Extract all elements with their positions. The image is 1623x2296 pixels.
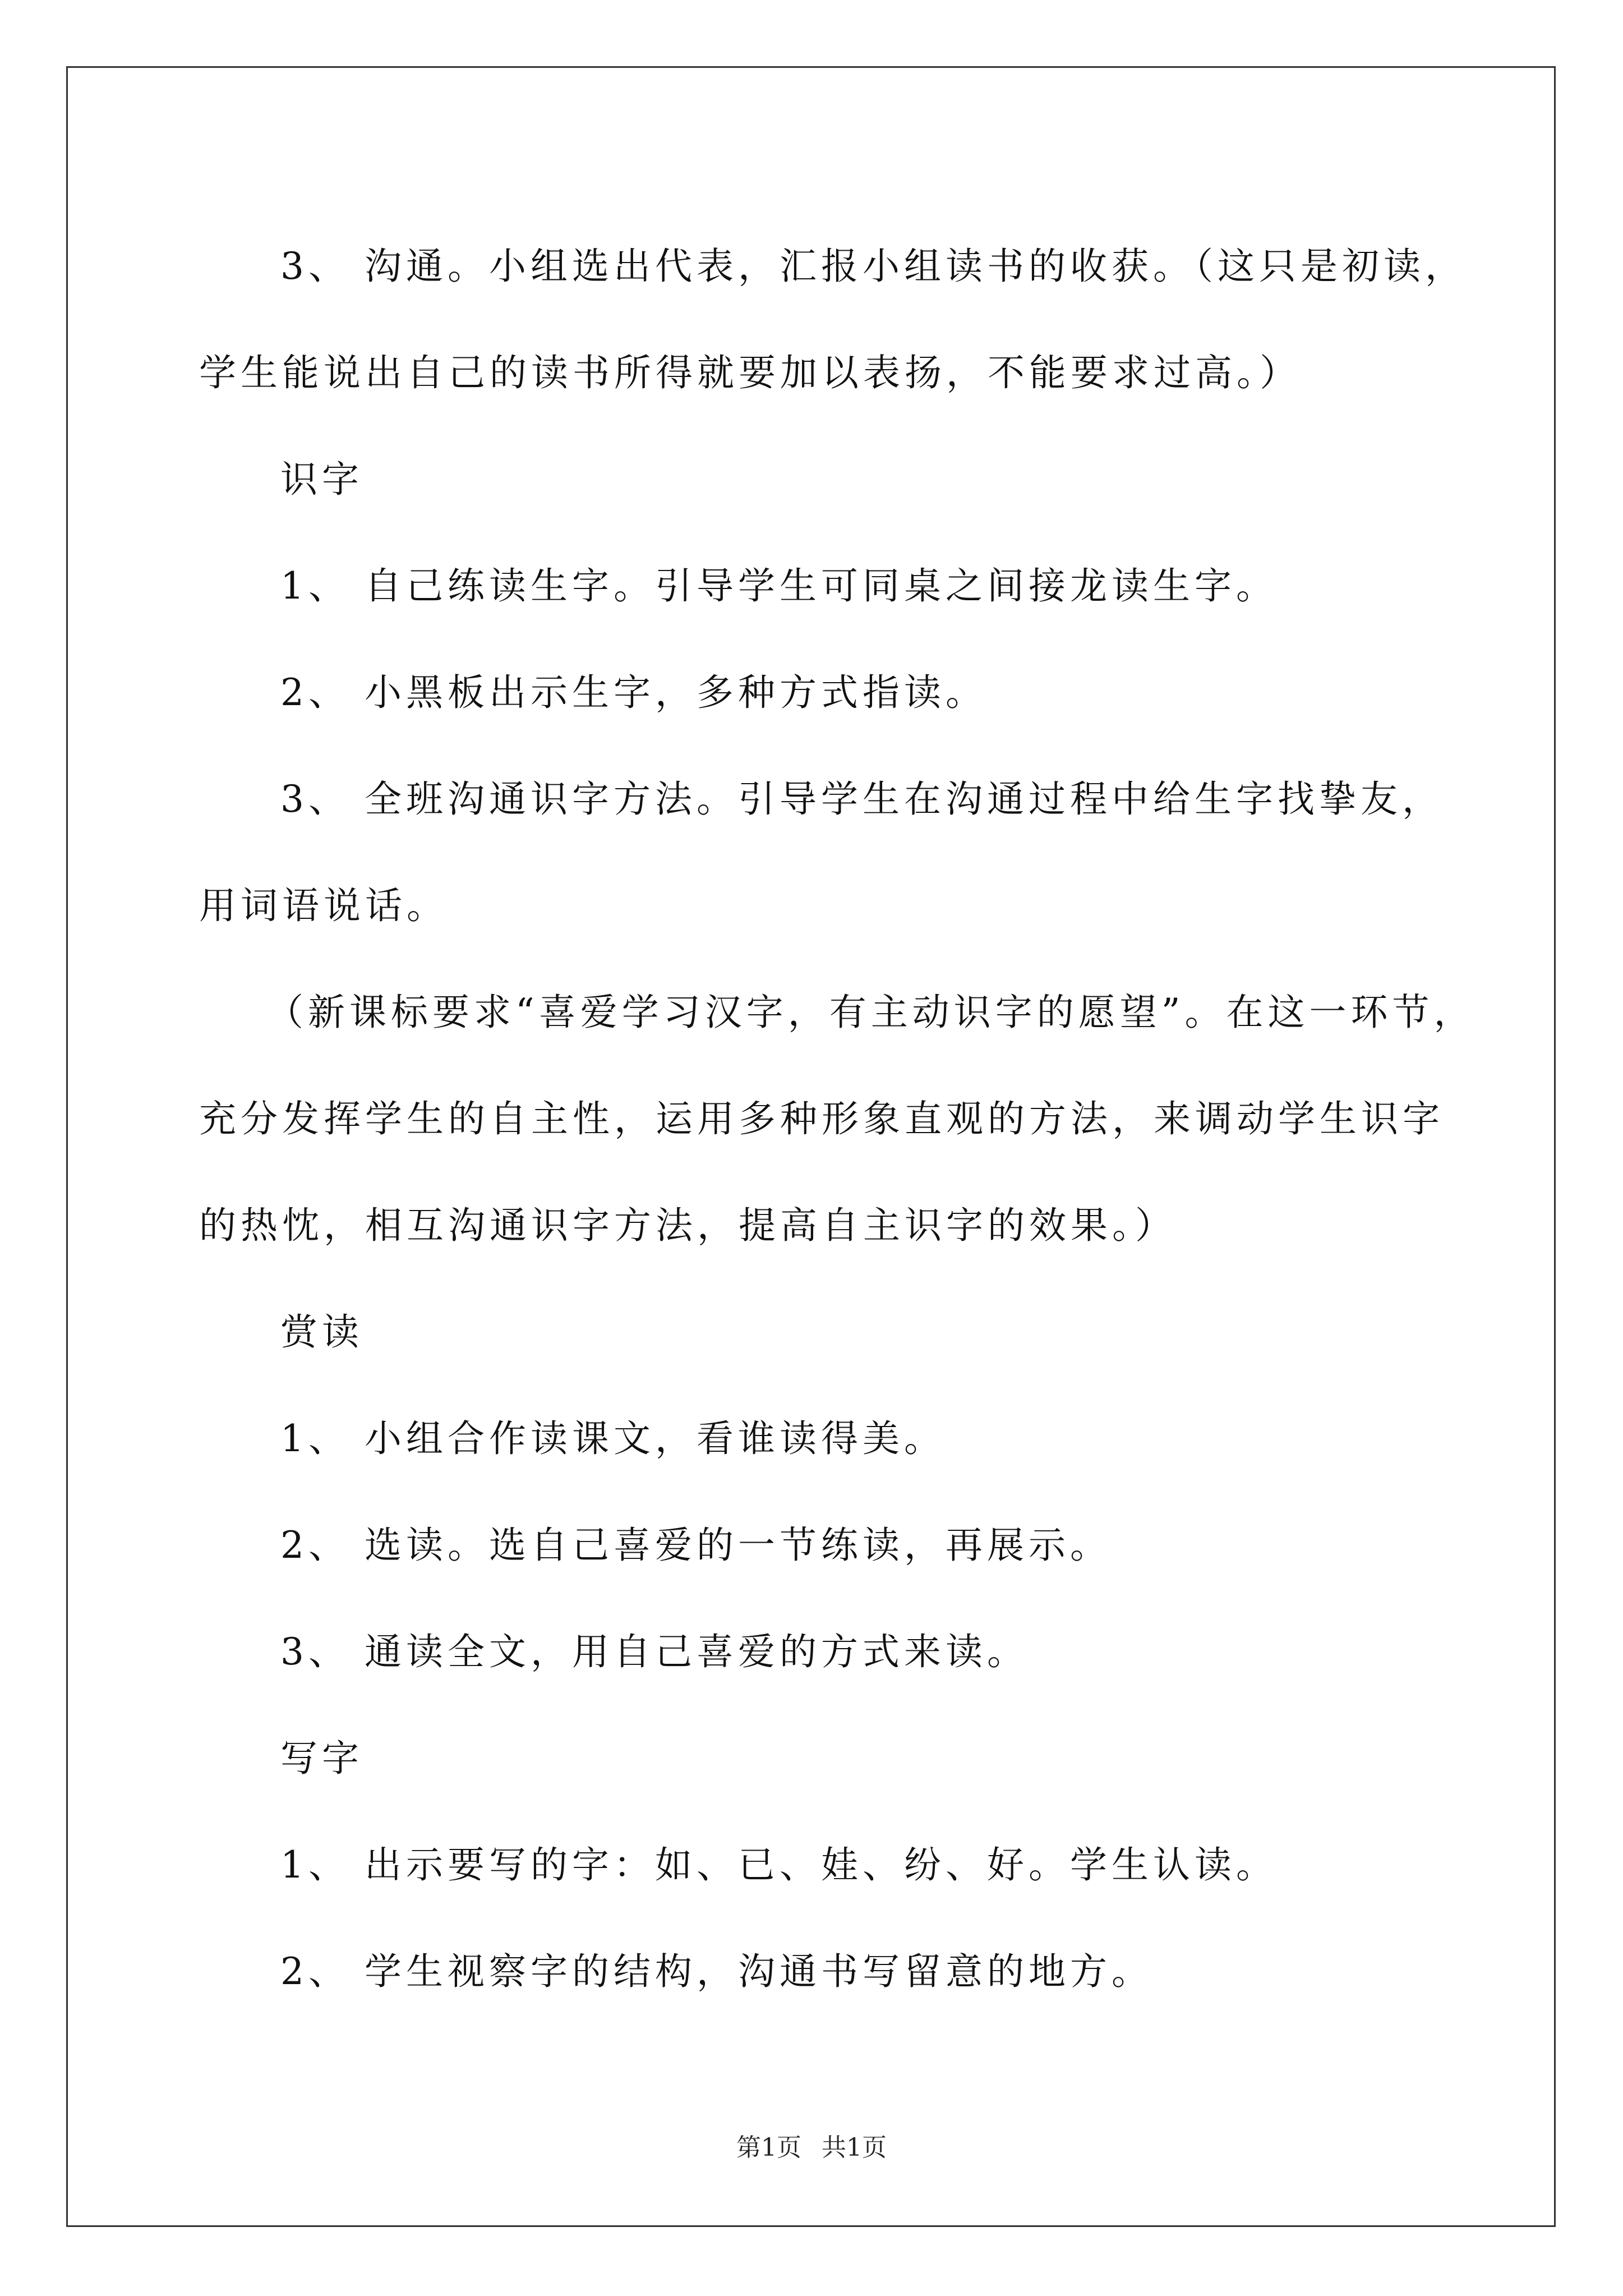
list-item: 2、 学生视察字的结构，沟通书写留意的地方。 (280, 1950, 1153, 1993)
section-heading: 写字 (280, 1737, 363, 1780)
list-item: 2、 选读。选自己喜爱的一节练读，再展示。 (280, 1524, 1112, 1567)
paragraph-continuation: 用词语说话。 (199, 884, 448, 927)
list-item: 1、 出示要写的字：如、已、娃、纷、好。学生认读。 (280, 1843, 1278, 1887)
list-item: 1、 小组合作读课文，看谁读得美。 (280, 1417, 946, 1460)
section-heading: 赏读 (280, 1310, 363, 1354)
page-total: 共1页 (822, 2133, 887, 2162)
paragraph: （新课标要求“喜爱学习汉字，有主动识字的愿望”。在这一环节， (266, 991, 1476, 1034)
paragraph-continuation: 充分发挥学生的自主性，运用多种形象直观的方法，来调动学生识字 (199, 1097, 1444, 1140)
list-item: 3、 通读全文，用自己喜爱的方式来读。 (280, 1630, 1029, 1673)
list-item: 3、 沟通。小组选出代表，汇报小组读书的收获。（这只是初读， (280, 245, 1467, 288)
page-footer (0, 2127, 1623, 2163)
list-item: 1、 自己练读生字。引导学生可同桌之间接龙读生字。 (280, 564, 1278, 608)
page-number: 第1页 (736, 2133, 801, 2162)
document-body (199, 213, 1476, 2025)
section-heading: 识字 (280, 458, 363, 501)
list-item: 2、 小黑板出示生字，多种方式指读。 (280, 671, 987, 714)
paragraph-continuation: 学生能说出自己的读书所得就要加以表扬，不能要求过高。） (199, 351, 1301, 394)
paragraph-continuation: 的热忱，相互沟通识字方法，提高自主识字的效果。） (199, 1204, 1177, 1247)
list-item: 3、 全班沟通识字方法。引导学生在沟通过程中给生字找挚友， (280, 777, 1444, 821)
